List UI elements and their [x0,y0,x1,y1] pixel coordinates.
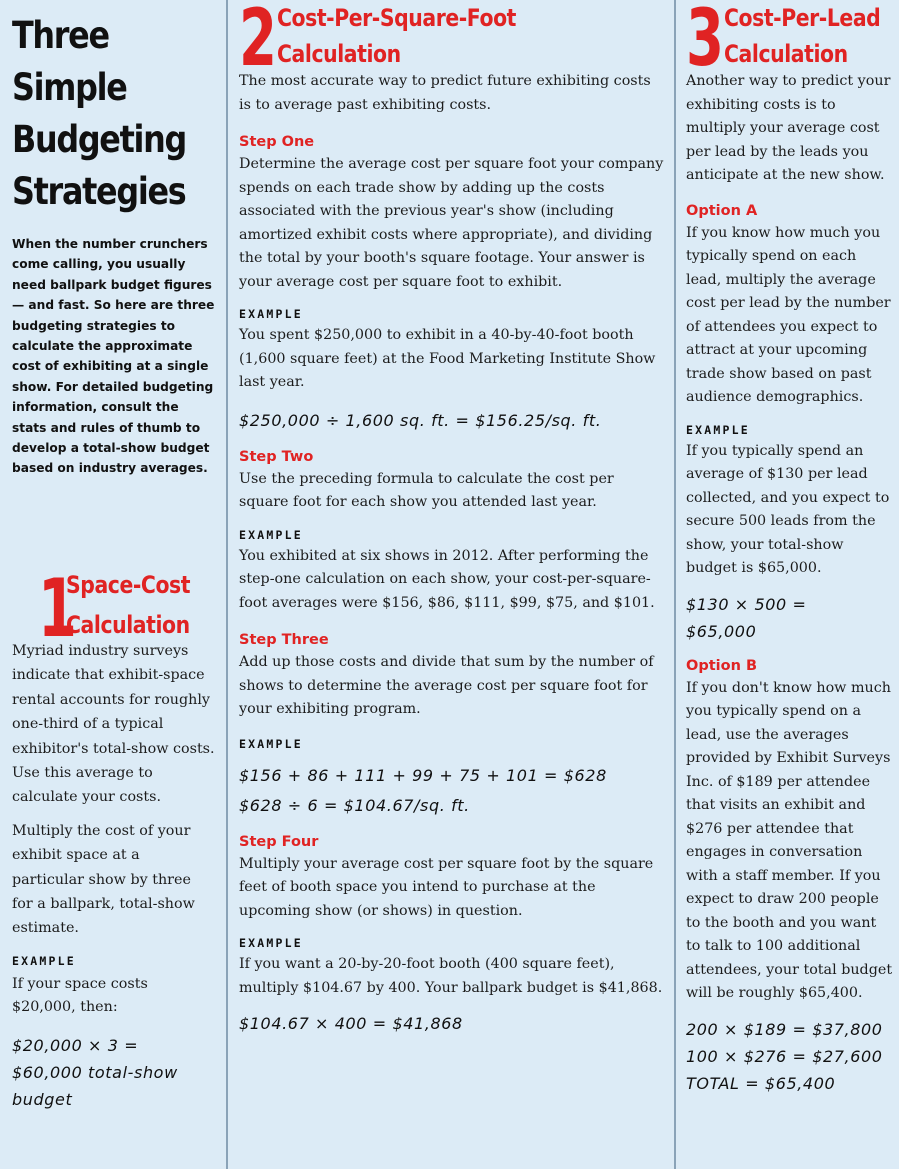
section-2-title-line2: Calculation [277,40,401,68]
step-one-text: Determine the average cost per square foot your company spends on each trade show by adding up the costs associated with the previous year's show (including amortized exhibit costs where appropriate), and dividing the total by your booth's square footage. Your answer is your average cost per square foot to exhibit. [239,156,664,290]
step-two-text: Use the preceding formula to calculate the cost per square foot for each show you attended last year. [239,470,614,511]
step-four-example-text: If you want a 20-by-20-foot booth (400 square feet), multiply $104.67 by 400. Your ballpark budget is $41,868. [239,956,663,996]
option-b-calc-3: TOTAL = $65,400 [686,1073,836,1093]
option-a-example-text: If you typically spend an average of $130 per lead collected, and you expect to secure 500 leads from the show, your total-show budget is $65,000. [686,442,890,577]
column-one [0,0,224,1169]
column-two [226,0,674,1169]
option-a-label: Option A [686,202,758,219]
option-b-label: Option B [686,657,757,674]
page-title: Three Simple Budgeting Strategies [12,14,186,213]
step-three-calc-1: $156 + 86 + 111 + 99 + 75 + 101 = $628 [239,765,607,785]
intro-text: When the number crunchers come calling, you usually need ballpark budget figures — and fast. So here are three budgeting strategies to calculate the approximate cost of exhibiting at a single show. For detailed budgeting information, consult the stats and rules of thumb to develop a total-show budget based on industry averages. [12,237,215,476]
step-three-example-label: EXAMPLE [239,736,303,751]
step-one-calc: $250,000 ÷ 1,600 sq. ft. = $156.25/sq. ft. [239,410,602,430]
option-a-example-label: EXAMPLE [686,422,750,437]
section-3-number: 3 [686,0,724,84]
option-b-calc-1: 200 × $189 = $37,800 [686,1019,883,1039]
section-1-calc-1: $20,000 × 3 = [12,1035,139,1055]
section-2-intro: The most accurate way to predict future exhibiting costs is to average past exhibiting costs. [239,73,651,113]
step-two-example-text: You exhibited at six shows in 2012. After performing the step-one calculation on each show, your cost-per-square-foot averages were $156, $86, $111, $99, $75, and $101. [239,547,655,611]
section-1 [12,561,216,1113]
section-1-title-line1: Space-Cost [66,570,191,599]
section-1-example-label: EXAMPLE [12,953,76,968]
column-three [674,0,899,1169]
section-1-paragraph-2: Multiply the cost of your exhibit space at a particular show by three for a ballpark, total-show estimate. [12,822,195,937]
section-1-number: 1 [38,561,77,655]
step-two-label: Step Two [239,448,314,465]
step-one-example-label: EXAMPLE [239,307,303,322]
section-2-title-line1: Cost-Per-Square-Foot [277,4,517,32]
section-3-title-line1: Cost-Per-Lead [724,4,881,32]
section-3-title [724,0,880,72]
option-a-calc-1: $130 × 500 = [686,594,807,614]
step-one-label: Step One [239,134,315,151]
step-three-calc-2: $628 ÷ 6 = $104.67/sq. ft. [239,795,470,815]
section-1-example-text: If your space costs $20,000, then: [12,975,148,1016]
section-3-intro: Another way to predict your exhibiting costs is to multiply your average cost per lead by the leads you anticipate at the new show. [686,73,891,184]
section-1-header [38,561,216,655]
option-a-text: If you know how much you typically spend on each lead, multiply the average cost per lead by the number of attendees you expect to attract at your upcoming trade show based on past audience demographics. [686,224,891,406]
step-four-text: Multiply your average cost per square foot by the square feet of booth space you intend to purchase at the upcoming show (or shows) in question. [239,855,654,919]
step-one-example-text: You spent $250,000 to exhibit in a 40-by-40-foot booth (1,600 square feet) at the Food Marketing Institute Show last year. [239,327,656,391]
step-two-example-label: EXAMPLE [239,527,303,542]
section-3-title-line2: Calculation [724,40,848,68]
section-1-calc-2: $60,000 total-show budget [12,1062,178,1109]
section-1-paragraph-1: Myriad industry surveys indicate that exhibit-space rental accounts for roughly one-third of a typical exhibitor's total-show costs. Use this average to calculate your costs. [12,642,215,806]
section-1-title [66,567,190,643]
section-2-header [239,0,664,84]
option-b-calc-2: 100 × $276 = $27,600 [686,1046,883,1066]
section-2-number: 2 [239,0,277,84]
section-1-title-line2: Calculation [66,610,190,639]
step-four-label: Step Four [239,833,319,850]
step-four-calc: $104.67 × 400 = $41,868 [239,1014,463,1034]
step-three-text: Add up those costs and divide that sum by the number of shows to determine the average cost per square foot for your exhibiting program. [239,654,654,718]
section-2-title [277,0,516,72]
step-four-example-label: EXAMPLE [239,936,303,951]
step-three-label: Step Three [239,632,329,649]
section-3-header [686,0,893,84]
option-b-text: If you don't know how much you typically spend on a lead, use the averages provided by Exhibit Surveys Inc. of $189 per attendee that visits an exhibit and $276 per attendee that engages in conversation with a staff member. If you expect to draw 200 people to the booth and you want to talk to 100 additional attendees, your total budget will be roughly $65,400. [686,679,893,1002]
option-a-calc-2: $65,000 [686,621,757,641]
